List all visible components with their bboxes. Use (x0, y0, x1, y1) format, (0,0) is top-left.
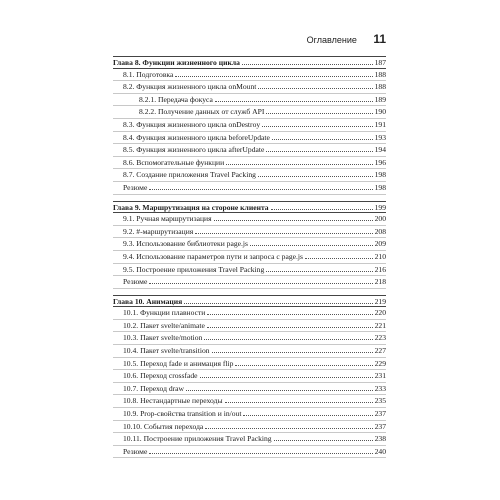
toc-entry-page: 220 (374, 308, 386, 318)
toc-entry-title: Резюме (123, 277, 148, 287)
toc-item-row[interactable] (113, 144, 386, 157)
toc-entry-title: 8.6. Вспомогательные функции (123, 157, 225, 167)
toc-entry-title: 8.7. Создание приложения Travel Packing (123, 170, 256, 180)
leader-dots (215, 95, 373, 102)
toc-item-row[interactable] (113, 383, 386, 396)
toc-entry-page: 233 (374, 383, 386, 393)
toc-entry-title: 8.4. Функция жизненного цикла beforeUpdate (123, 132, 270, 142)
leader-dots (258, 82, 372, 89)
toc-entry-title: 10.9. Prop-свойства transition и in/out (123, 409, 242, 419)
toc-item-row[interactable] (113, 182, 386, 195)
toc-entry-page: 188 (374, 69, 386, 79)
toc-item-row[interactable] (113, 157, 386, 170)
toc-item-row[interactable] (113, 106, 386, 119)
toc-entry-page: 237 (374, 421, 386, 431)
toc-entry-page: 191 (374, 119, 386, 129)
toc-item-row[interactable] (113, 213, 386, 226)
toc-entry-title: 9.2. #-маршрутизация (123, 226, 194, 236)
toc-entry-title: 8.5. Функция жизненного цикла afterUpdate (123, 145, 265, 155)
toc-entry-title: 8.2.2. Получение данных от служб API (139, 107, 265, 117)
toc-entry-title: 10.5. Переход fade и анимация flip (123, 358, 234, 368)
leader-dots (212, 346, 373, 353)
leader-dots (207, 321, 373, 328)
toc-item-row[interactable] (113, 81, 386, 94)
toc-entry-page: 194 (374, 145, 386, 155)
toc-entry-title: Глава 10. Анимация (113, 296, 183, 306)
leader-dots (266, 107, 372, 114)
toc-entry-page: 209 (374, 239, 386, 249)
toc-item-row[interactable] (113, 94, 386, 107)
toc-item-row[interactable] (113, 320, 386, 333)
toc-item-row[interactable] (113, 226, 386, 239)
toc-entry-page: 196 (374, 157, 386, 167)
running-header-title: Оглавление (306, 35, 357, 45)
toc-entry-title: Глава 9. Маршрутизация на стороне клиента (113, 202, 269, 212)
toc-entry-page: 200 (374, 214, 386, 224)
leader-dots (266, 145, 372, 152)
leader-dots (149, 277, 372, 284)
toc-entry-page: 190 (374, 107, 386, 117)
toc-item-row[interactable] (113, 433, 386, 446)
toc-item-row[interactable] (113, 69, 386, 82)
toc-entry-page: 221 (374, 320, 386, 330)
toc-entry-title: 8.2. Функция жизненного цикла onMount (123, 82, 257, 92)
toc-entry-page: 227 (374, 346, 386, 356)
toc-entry-title: 10.10. События перехода (123, 421, 204, 431)
toc-chapter-row[interactable] (113, 201, 386, 214)
toc-entry-title: 10.1. Функции плавности (123, 308, 206, 318)
leader-dots (235, 359, 372, 366)
leader-dots (186, 384, 373, 391)
toc-entry-page: 189 (374, 94, 386, 104)
toc-item-row[interactable] (113, 358, 386, 371)
leader-dots (225, 396, 373, 403)
toc-entry-title: 10.6. Переход crossfade (123, 371, 198, 381)
toc-entry-title: 10.11. Построение приложения Travel Packing (123, 434, 272, 444)
leader-dots (266, 265, 372, 272)
leader-dots (149, 447, 372, 454)
toc-item-row[interactable] (113, 421, 386, 434)
toc-entry-title: Резюме (123, 182, 148, 192)
toc-item-row[interactable] (113, 264, 386, 277)
toc-item-row[interactable] (113, 251, 386, 264)
toc-entry-title: 8.1. Подготовка (123, 69, 174, 79)
leader-dots (207, 308, 372, 315)
toc-item-row[interactable] (113, 238, 386, 251)
leader-dots (258, 170, 373, 177)
leader-dots (204, 333, 372, 340)
page-number: 11 (373, 32, 386, 46)
toc-entry-page: 218 (374, 277, 386, 287)
toc-entry-page: 216 (374, 264, 386, 274)
toc-entry-page: 199 (374, 202, 386, 212)
table-of-contents (113, 56, 386, 458)
toc-entry-title: 9.4. Использование параметров пути и запроса с page.js (123, 251, 303, 261)
toc-item-row[interactable] (113, 169, 386, 182)
toc-entry-page: 240 (374, 446, 386, 456)
leader-dots (271, 203, 373, 210)
leader-dots (274, 434, 373, 441)
toc-entry-page: 219 (374, 296, 386, 306)
leader-dots (175, 70, 372, 77)
leader-dots (272, 133, 373, 140)
toc-item-row[interactable] (113, 307, 386, 320)
toc-entry-page: 193 (374, 132, 386, 142)
toc-item-row[interactable] (113, 119, 386, 132)
toc-item-row[interactable] (113, 132, 386, 145)
toc-chapter-row[interactable] (113, 56, 386, 69)
toc-item-row[interactable] (113, 276, 386, 289)
toc-entry-page: 223 (374, 333, 386, 343)
toc-entry-title: 9.3. Использование библиотеки page.js (123, 239, 248, 249)
toc-entry-title: 10.2. Пакет svelte/animate (123, 320, 205, 330)
leader-dots (205, 422, 372, 429)
toc-entry-title: 10.4. Пакет svelte/transition (123, 346, 210, 356)
leader-dots (242, 58, 373, 65)
toc-entry-page: 187 (374, 58, 386, 67)
leader-dots (243, 409, 372, 416)
toc-entry-page: 237 (374, 409, 386, 419)
toc-item-row[interactable] (113, 345, 386, 358)
toc-entry-title: 8.2.1. Передача фокуса (139, 94, 213, 104)
toc-entry-page: 238 (374, 434, 386, 444)
toc-entry-page: 229 (374, 358, 386, 368)
toc-item-row[interactable] (113, 408, 386, 421)
page-header (0, 30, 386, 48)
toc-entry-title: 8.3. Функция жизненного цикла onDestroy (123, 119, 261, 129)
leader-dots (184, 297, 372, 304)
toc-entry-title: Глава 8. Функции жизненного цикла (113, 58, 240, 67)
toc-item-row[interactable] (113, 370, 386, 383)
toc-entry-title: Резюме (123, 446, 148, 456)
leader-dots (214, 214, 373, 221)
toc-entry-page: 208 (374, 226, 386, 236)
toc-item-row[interactable] (113, 446, 386, 459)
leader-dots (262, 120, 372, 127)
toc-entry-page: 235 (374, 396, 386, 406)
toc-entry-page: 188 (374, 82, 386, 92)
toc-entry-title: 9.1. Ручная маршрутизация (123, 214, 212, 224)
toc-entry-title: 10.3. Пакет svelte/motion (123, 333, 203, 343)
toc-entry-page: 198 (374, 170, 386, 180)
toc-entry-page: 210 (374, 251, 386, 261)
toc-chapter-row[interactable] (113, 295, 386, 308)
toc-entry-title: 10.8. Нестандартные переходы (123, 396, 223, 406)
toc-entry-page: 231 (374, 371, 386, 381)
toc-item-row[interactable] (113, 395, 386, 408)
leader-dots (250, 239, 373, 246)
toc-entry-title: 9.5. Построение приложения Travel Packing (123, 264, 265, 274)
leader-dots (226, 158, 372, 165)
leader-dots (200, 371, 373, 378)
toc-entry-title: 10.7. Переход draw (123, 383, 185, 393)
toc-item-row[interactable] (113, 332, 386, 345)
leader-dots (149, 183, 372, 190)
leader-dots (195, 227, 372, 234)
leader-dots (305, 252, 373, 259)
toc-entry-page: 198 (374, 182, 386, 192)
